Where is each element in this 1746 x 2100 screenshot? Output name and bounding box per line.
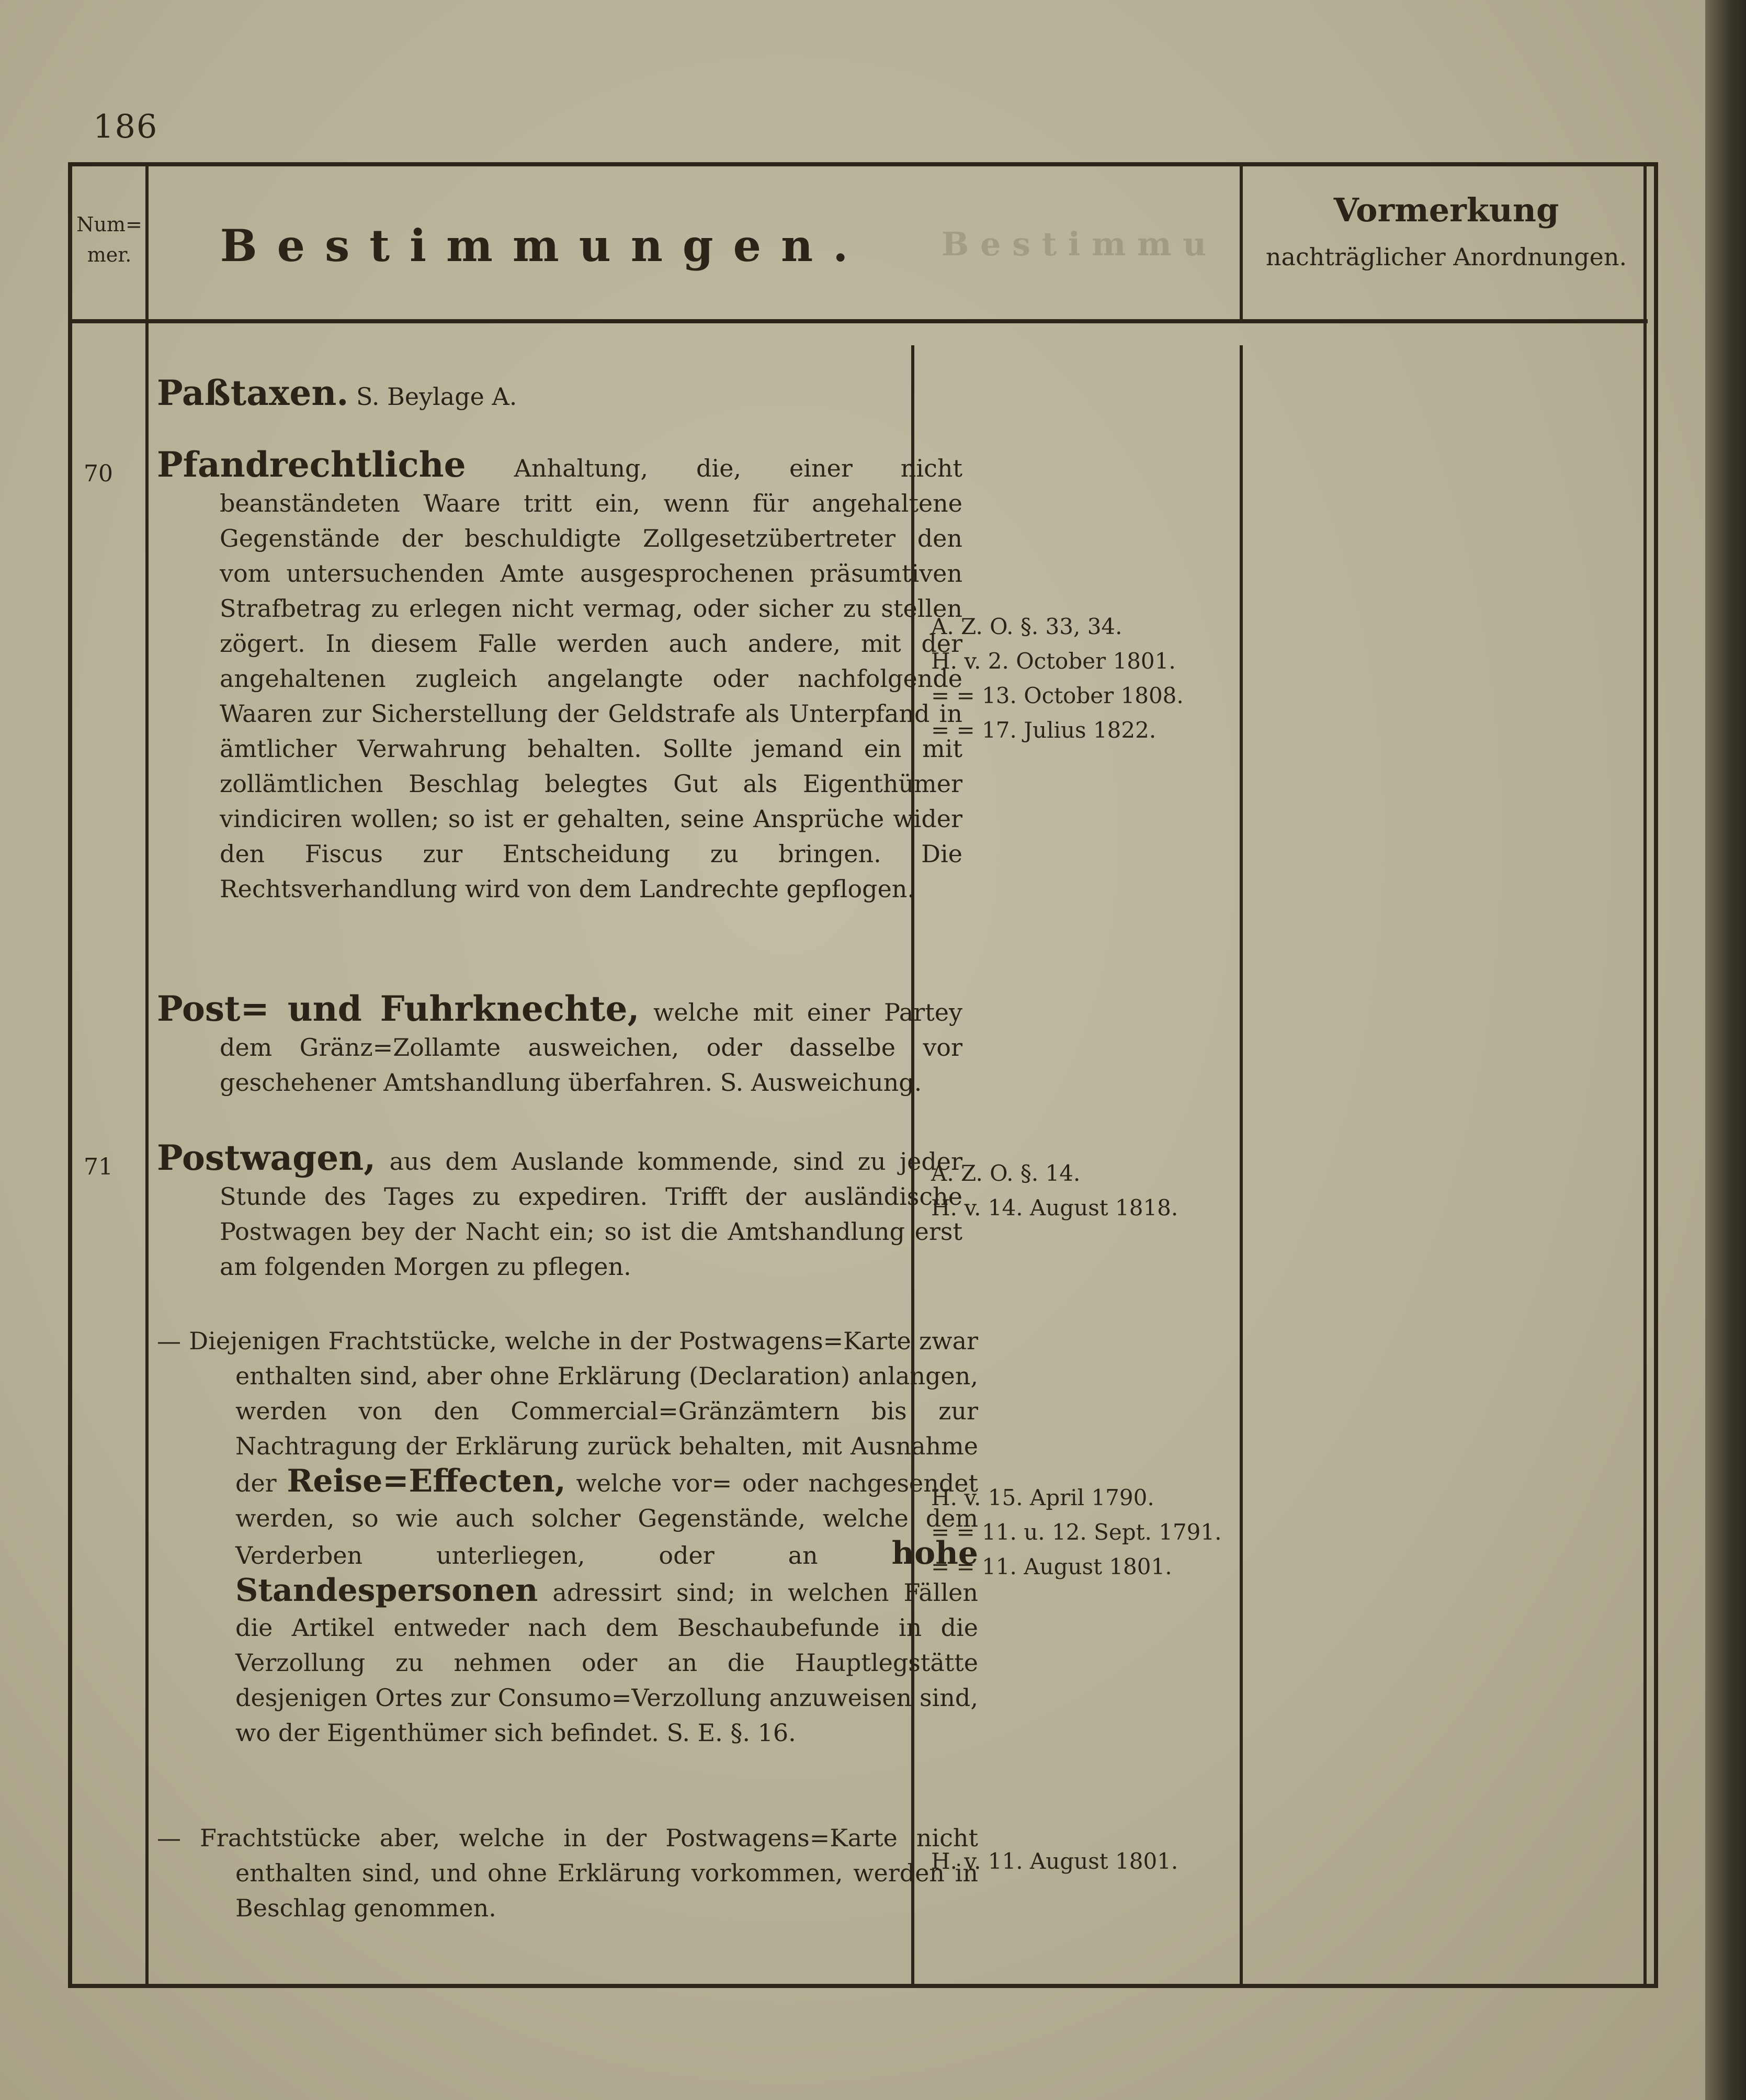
entry-fuhrknechte [157,988,962,1100]
reference-line: = = 11. August 1801. [931,1554,1172,1579]
right-edge-rule [1643,166,1647,1984]
bleed-through-text: B e s t i m m u [942,225,1207,263]
emphasis-standespersonen: hohe Standespersonen [235,1535,978,1609]
entry-lead: Postwagen, [157,1137,376,1178]
entry-number: 70 [84,460,113,487]
header-reference-column [1248,191,1645,271]
entry-text: — Diejenigen Frachtstücke, welche in der Postwagens=Karte zwar enthalten sind, aber ohne Erklärung (Declaration) anlangen, werden von den Commercial=Gränzämtern bis zur Nachtragung der Erklärung zurück behalten, mit Ausnahme der [157,1327,978,1497]
reference-line: = = 13. October 1808. [931,683,1184,708]
header-ref-subtitle: nachträglicher Anordnungen. [1265,243,1627,271]
header-main-column: Bestimmungen. [220,220,868,272]
entry-frachtstuecke-beschlag [157,1821,978,1926]
entry-lead: Pfandrechtliche [157,444,466,485]
entry-text: — Frachtstücke aber, welche in der Postwagens=Karte nicht enthalten sind, und ohne Erklärung vorkommen, werden in Beschlag genommen. [157,1824,978,1922]
entry-text: aus dem Auslande kommende, sind zu jeder Stunde des Tages zu expediren. Trifft der ausländische Postwagen bey der Nacht ein; so ist die Amtshandlung erst am folgenden Morgen zu pflegen. [220,1147,962,1281]
reference-line: A. Z. O. §. 33, 34. [931,614,1123,639]
reference-line: H. v. 15. April 1790. [931,1485,1154,1510]
entry-passtaxen [157,372,900,414]
entry-text: Anhaltung, die, einer nicht beanständeten Waare tritt ein, wenn für angehaltene Gegenstände der beschuldigte Zollgesetzübertreter den vom untersuchenden Amte ausgesprochenen präsumtiven Strafbetrag zu erlegen nicht vermag, oder sicher zu stellen zögert. In diesem Falle werden auch andere, mit der angehaltenen zugleich angelangte oder nachfolgende Waaren zur Sicherstellung der Geldstrafe als Unterpfand in ämtlicher Verwahrung behalten. Sollte jemand ein mit zollämtlichen Beschlag belegtes Gut als Eigenthümer vindiciren wollen; so ist er gehalten, seine Ansprüche wider den Fiscus zur Entscheidung zu bringen. Die Rechtsverhandlung wird von dem Landrechte gepflogen. [220,454,962,903]
reference-column-right-rule [1240,345,1243,1988]
entry-frachtstuecke-declaration [157,1324,978,1751]
entry-references [931,1156,1234,1225]
reference-line: H. v. 14. August 1818. [931,1195,1178,1221]
entry-number: 71 [84,1154,113,1180]
entry-text: S. Beylage A. [348,382,517,411]
number-column-divider [145,166,149,1984]
entry-references [931,1844,1234,1879]
reference-line: H. v. 11. August 1801. [931,1848,1178,1874]
entry-references [931,609,1234,748]
reference-line: H. v. 2. October 1801. [931,648,1176,674]
reference-line: A. Z. O. §. 14. [931,1160,1081,1186]
entry-pfandrechtliche [157,444,962,907]
reference-line: = = 17. Julius 1822. [931,717,1157,743]
header-column-divider [1240,166,1243,321]
reference-line: = = 11. u. 12. Sept. 1791. [931,1519,1222,1545]
header-ref-title: Vormerkung [1333,191,1559,229]
page-number: 186 [93,107,158,145]
header-divider [68,319,1648,323]
entry-text: welche vor= oder nachgesendet werden, so wie auch solcher Gegenstände, welche dem Verderben unterliegen, oder an [235,1469,978,1570]
entry-references [931,1481,1234,1584]
entry-text: welche mit einer Partey dem Gränz=Zollamte ausweichen, oder dasselbe vor geschehener Amtshandlung überfahren. S. Ausweichung. [220,998,962,1097]
entry-postwagen [157,1137,962,1284]
entry-text: adressirt sind; in welchen Fällen die Artikel entweder nach dem Beschaubefunde in die Verzollung zu nehmen oder an die Hauptlegstätte desjenigen Ortes zur Consumo=Verzollung anzuweisen sind, wo der Eigenthümer sich befindet. S. E. §. 16. [235,1578,978,1747]
emphasis-reise-effecten: Reise=Effecten, [287,1463,566,1499]
entry-lead: Post= und Fuhrknechte, [157,988,640,1029]
book-spine [1705,0,1746,2100]
header-number-column: Num= mer. [76,213,142,266]
entry-lead: Paßtaxen. [157,372,349,413]
